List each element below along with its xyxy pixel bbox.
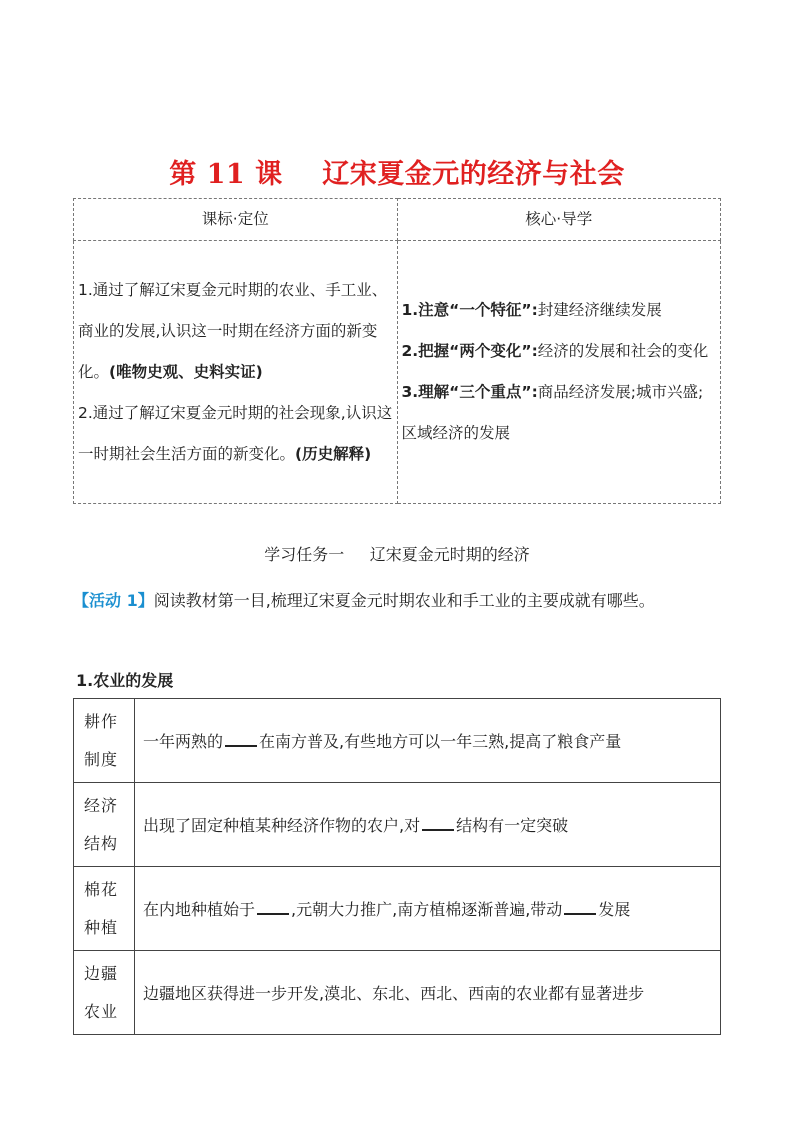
fill-blank[interactable] xyxy=(564,899,596,915)
row-content: 边疆地区获得进一步开发,漠北、东北、西北、西南的农业都有显著进步 xyxy=(135,951,721,1035)
table-row xyxy=(74,783,721,867)
row-label: 经济结构 xyxy=(74,783,135,867)
activity-text: 阅读教材第一目,梳理辽宋夏金元时期农业和手工业的主要成就有哪些。 xyxy=(153,591,655,610)
fill-blank[interactable] xyxy=(257,899,289,915)
core-item-1: 1.注意“一个特征”:封建经济继续发展 xyxy=(401,301,662,319)
lesson-title: 第 11 课 辽宋夏金元的经济与社会 xyxy=(169,159,625,190)
agriculture-table xyxy=(73,698,721,1035)
row-content: 出现了固定种植某种经济作物的农户,对 结构有一定突破 xyxy=(135,783,721,867)
activity-1 xyxy=(73,580,723,622)
row-label: 耕作制度 xyxy=(74,699,135,783)
row-label: 边疆农业 xyxy=(74,951,135,1035)
row-content: 在内地种植始于 ,元朝大力推广,南方植棉逐渐普遍,带动 发展 xyxy=(135,867,721,951)
section-title: 1.农业的发展 xyxy=(76,671,174,690)
standard-item-1: 1.通过了解辽宋夏金元时期的农业、手工业、商业的发展,认识这一时期在经济方面的新变化。(唯物史观、史料实证) xyxy=(78,280,388,381)
task-heading: 学习任务一 辽宋夏金元时期的经济 xyxy=(264,545,530,564)
table-row xyxy=(74,951,721,1035)
core-cell xyxy=(397,241,721,504)
row-content: 一年两熟的 在南方普及,有些地方可以一年三熟,提高了粮食产量 xyxy=(135,699,721,783)
fill-blank[interactable] xyxy=(422,815,454,831)
fill-blank[interactable] xyxy=(225,731,257,747)
core-item-2: 2.把握“两个变化”:经济的发展和社会的变化 xyxy=(401,342,709,360)
standards-cell xyxy=(74,241,398,504)
header-standards: 课标·定位 xyxy=(74,199,398,241)
core-item-3: 3.理解“三个重点”:商品经济发展;城市兴盛;区域经济的发展 xyxy=(401,383,704,442)
header-core: 核心·导学 xyxy=(397,199,721,241)
table-row xyxy=(74,699,721,783)
guide-table xyxy=(73,198,721,504)
standard-item-2: 2.通过了解辽宋夏金元时期的社会现象,认识这一时期社会生活方面的新变化。(历史解释) xyxy=(78,403,393,463)
row-label: 棉花种植 xyxy=(74,867,135,951)
table-row xyxy=(74,867,721,951)
activity-label: 【活动 1】 xyxy=(73,591,154,610)
